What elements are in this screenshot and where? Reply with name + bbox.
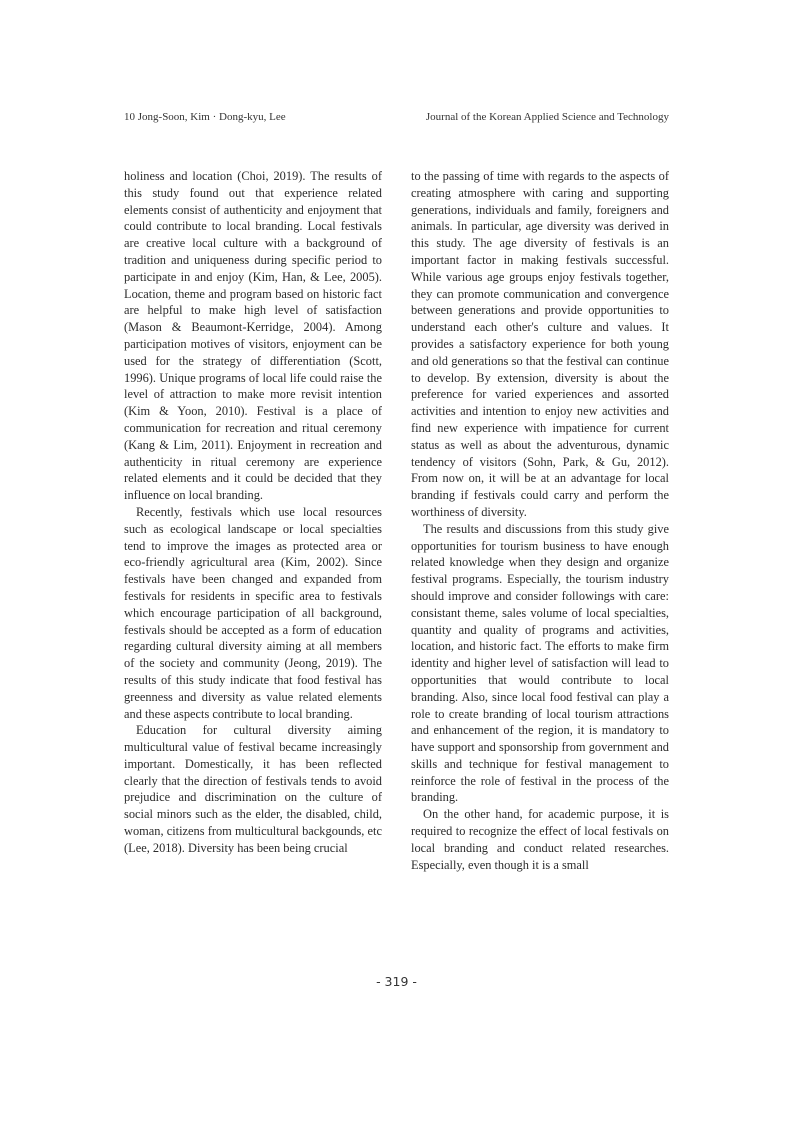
header-authors: 10 Jong-Soon, Kim · Dong-kyu, Lee bbox=[124, 111, 286, 123]
paragraph: Education for cultural diversity aiming multicultural value of festival became increasingly important. Domestically, it has been reflected clearly that the direction of festivals tends to avoid prejudice and discrimination on the culture of social minors such as the elder, the disabled, child, woman, citizens from multicultural backgounds, etc (Lee, 2018). Diversity has been being crucial bbox=[124, 723, 382, 855]
header-journal-title: Journal of the Korean Applied Science and Technology bbox=[425, 111, 669, 123]
paragraph: The results and discussions from this study give opportunities for tourism business to have enough related knowledge when they design and organize festival programs. Especially, the tourism industry should improve and consider followings with care: consistant theme, sales volume of local specialties, quantity and quality of programs and activities, location, and historic fact. The efforts to make firm identity and higher level of satisfaction will lead to opportunities that would contribute to local branding. Also, since local food festival can play a role to create branding of local tourism attractions and enhancement of the region, it is mandatory to have support and sponsorship from government and skills and technique for festival management to reinforce the role of festival in the process of the branding. bbox=[411, 521, 669, 805]
paragraph: Recently, festivals which use local resources such as ecological landscape or local specialties tend to improve the images as protected area or eco-friendly agricultural area (Kim, 2002). Since festivals have been changed and expanded from festivals for residents in specific area to festivals which encourage participation of all background, festivals should be accepted as a form of education regarding cultural diversity aiming at all members of the society and community (Jeong, 2019). The results of this study indicate that food festival has greenness and diversity as value related elements and these aspects contribute to local branding. bbox=[124, 504, 382, 721]
page-number: - 319 - bbox=[376, 974, 417, 989]
left-column bbox=[124, 168, 382, 857]
paragraph: On the other hand, for academic purpose, it is required to recognize the effect of local festivals on local branding and conduct related researches. Especially, even though it is a small bbox=[411, 807, 669, 872]
paragraph: to the passing of time with regards to the aspects of creating atmosphere with caring and supporting generations, individuals and family, foreigners and animals. In particular, age diversity was derived in this study. The age diversity of festivals is an important factor in making festivals successful. While various age groups enjoy festivals together, they can promote communication and convergence between generations and provide opportunities to understand each other's culture and values. It provides a satisfactory experience for both young and old generations so that the festival can continue to develop. By extension, diversity is about the preference for varied experiences and assorted activities and intention to enjoy new activities and find new experience with impatience for current status as well as about the adventurous, dynamic tendency of visitors (Sohn, Park, & Gu, 2012). From now on, it will be at an advantage for local branding if festivals could carry and perform the worthiness of diversity. bbox=[411, 169, 669, 519]
right-column bbox=[411, 168, 669, 873]
running-header bbox=[124, 111, 669, 127]
paragraph: holiness and location (Choi, 2019). The results of this study found out that experience related elements consist of authenticity and enjoyment that could contribute to local branding. Local festivals are creative local culture with a background of tradition and uniqueness during specific period to participate in and enjoy (Kim, Han, & Lee, 2005). Location, theme and program based on historic fact are helpful to make high level of satisfaction (Mason & Beaumont-Kerridge, 2004). Among participation motives of visitors, enjoyment can be used for the strategy of differentiation (Scott, 1996). Unique programs of local life could raise the level of attraction to make more revisit intention (Kim & Yoon, 2010). Festival is a place of communication for recreation and ritual ceremony (Kang & Lim, 2011). Enjoyment in recreation and authenticity in ritual ceremony are experience related elements and it could be decided that they influence on local branding. bbox=[124, 169, 382, 503]
